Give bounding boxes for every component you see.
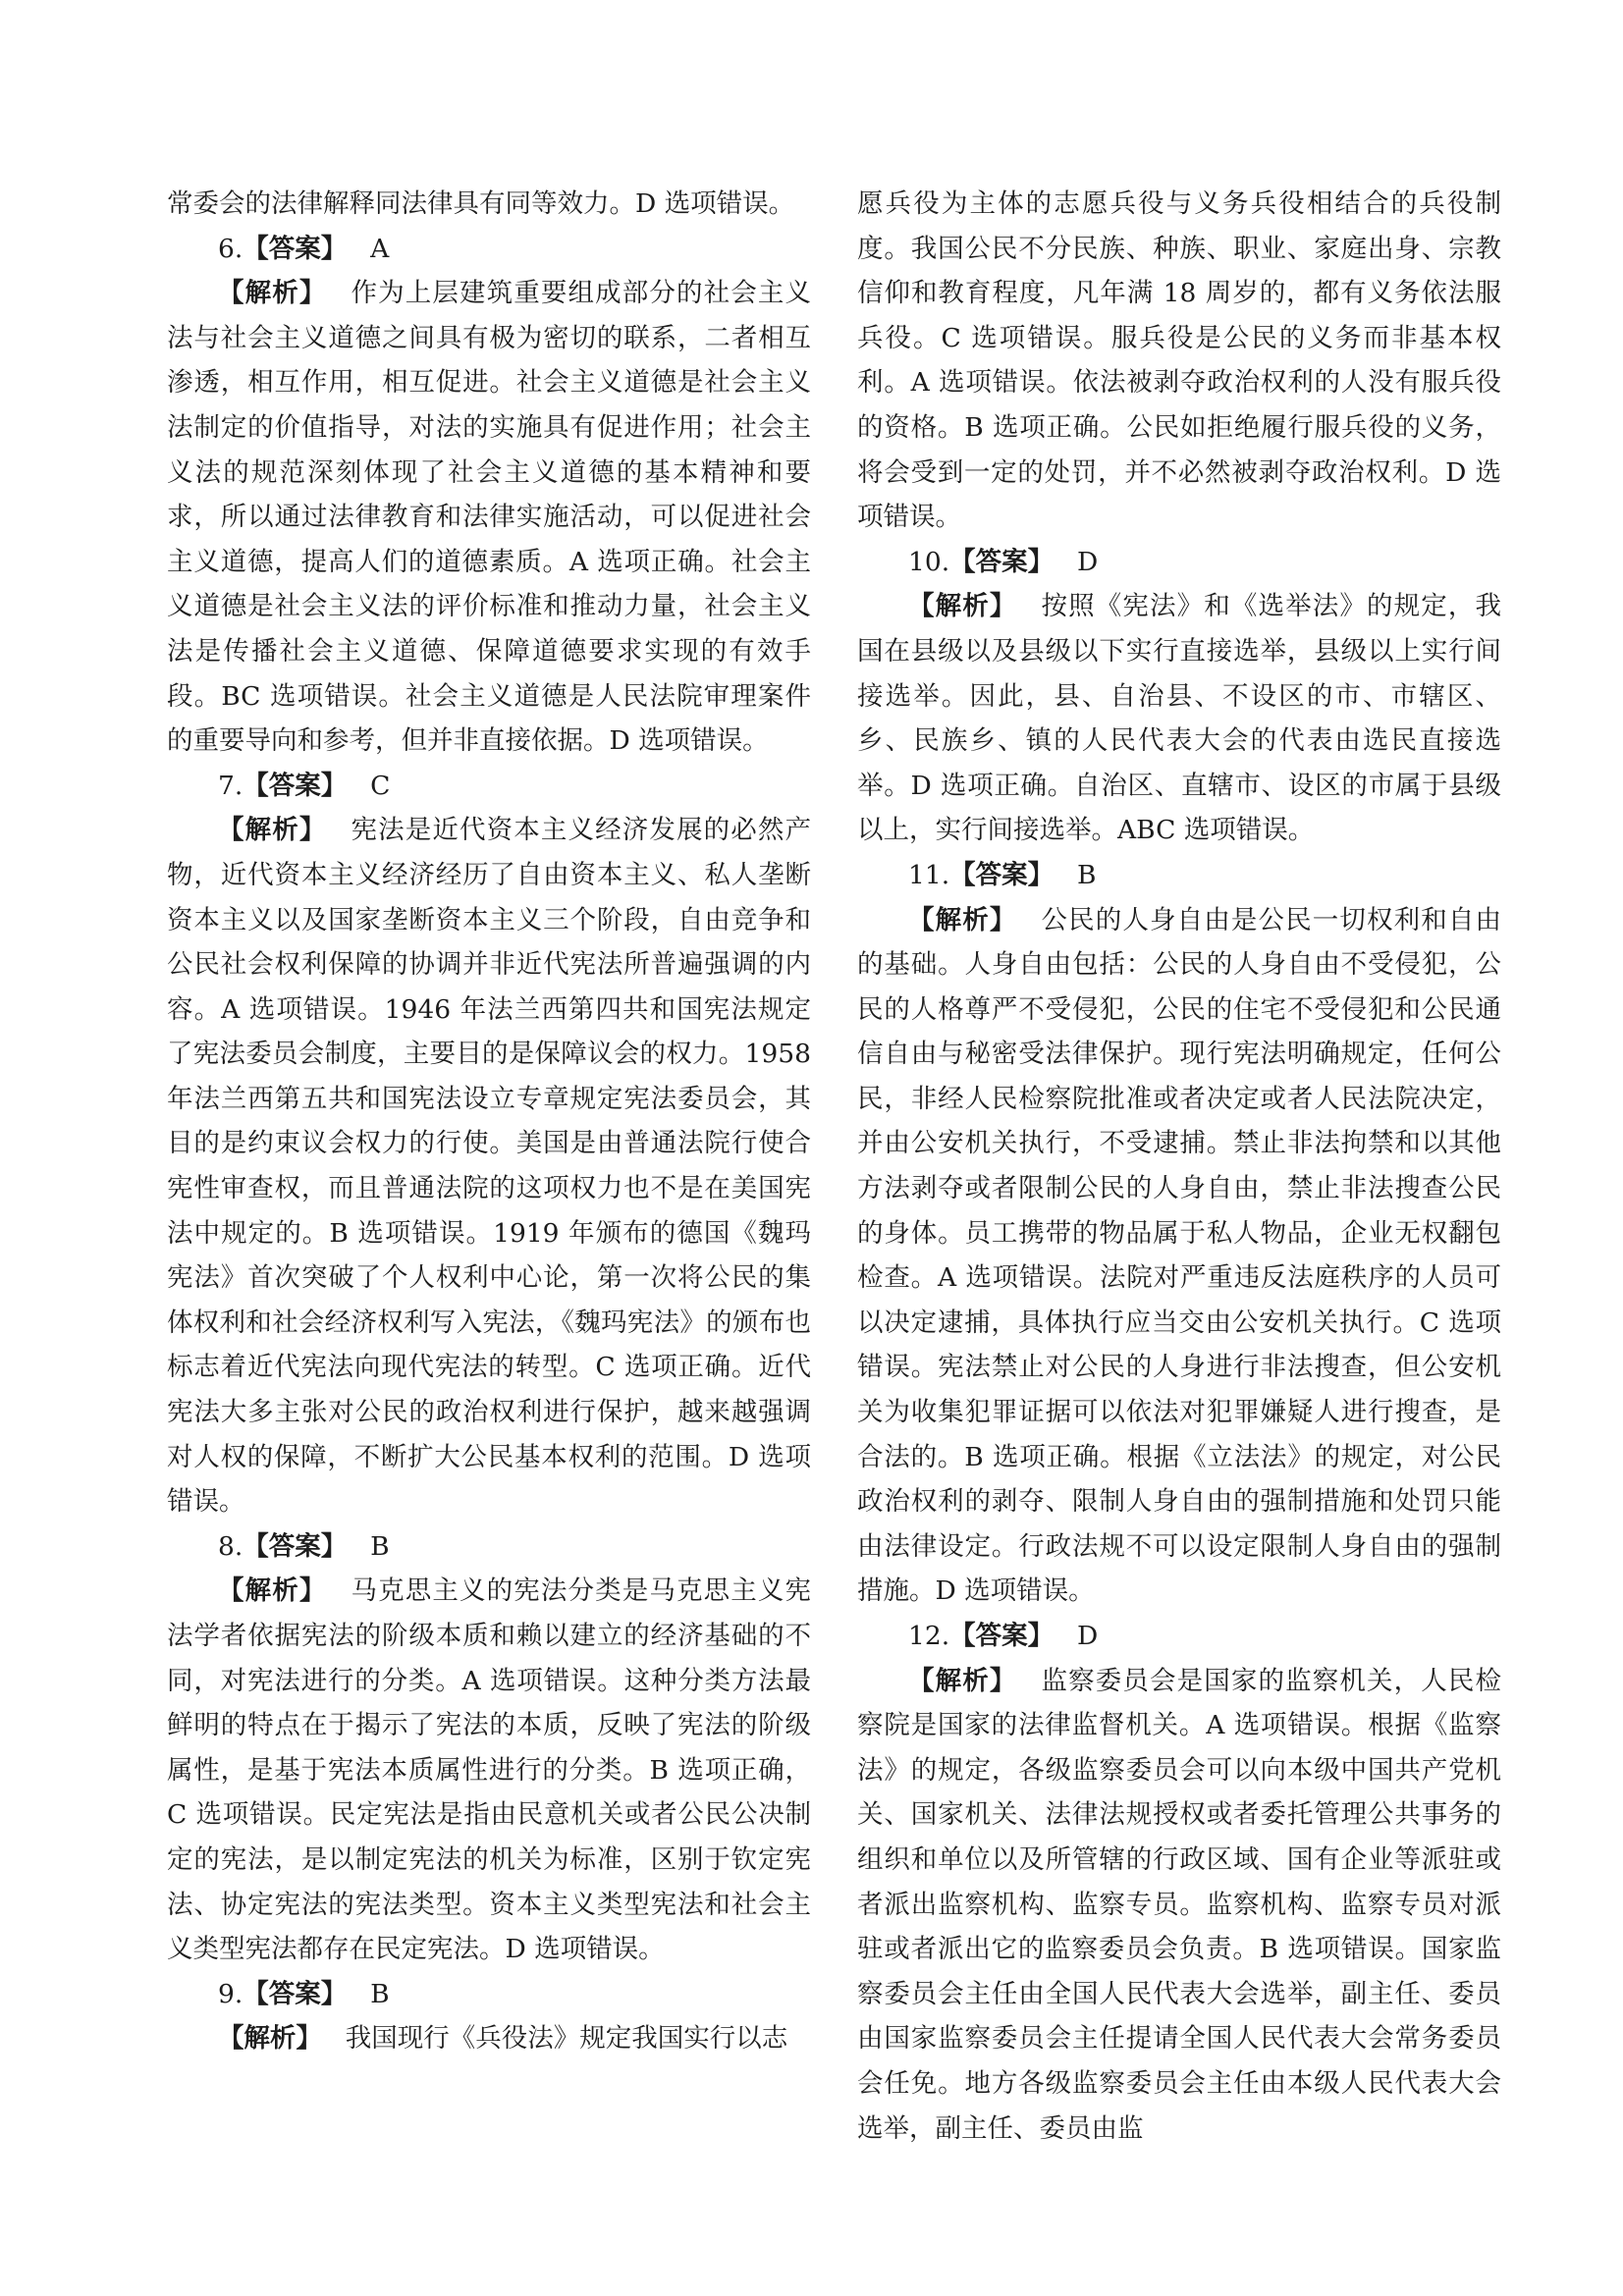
right-column [857, 182, 1501, 2151]
explanation-label: 【解析】 [217, 278, 327, 309]
answer-6 [167, 227, 811, 272]
question-number: 9. [218, 1978, 243, 2009]
explanation-label: 【解析】 [907, 591, 1017, 622]
answer-value: D [1077, 1621, 1099, 1651]
answer-10 [857, 540, 1501, 585]
answer-label: 【答案】 [949, 546, 1055, 577]
answer-9 [167, 1972, 811, 2017]
answer-label: 【答案】 [949, 859, 1055, 890]
explanation-label: 【解析】 [907, 904, 1017, 935]
answer-label: 【答案】 [949, 1621, 1055, 1651]
explanation-text: 我国现行《兵役法》规定我国实行以志 [345, 2023, 788, 2055]
explanation-text: 按照《宪法》和《选举法》的规定，我国在县级以及县级以下实行直接选举，县级以上实行间接选举。因此，县、自治县、不设区的市、市辖区、乡、民族乡、镇的人民代表大会的代表由选民直接选举。D 选项正确。自治区、直辖市、设区的市属于县级以上，实行间接选举。ABC 选项错误。 [857, 591, 1502, 846]
question-number: 6. [218, 233, 243, 264]
answer-8 [167, 1524, 811, 1570]
answer-12 [857, 1614, 1501, 1659]
left-column [167, 182, 811, 2061]
explanation-7 [167, 808, 811, 1524]
explanation-11 [857, 898, 1501, 1615]
paragraph-continued: 愿兵役为主体的志愿兵役与义务兵役相结合的兵役制度。我国公民不分民族、种族、职业、家庭出身、宗教信仰和教育程度，凡年满 18 周岁的，都有义务依法服兵役。C 选项错误。服兵役是公民的义务而非基本权利。A 选项错误。依法被剥夺政治权利的人没有服兵役的资格。B 选项正确。公民如拒绝履行服兵役的义务，将会受到一定的处罚，并不必然被剥夺政治权利。D 选项错误。 [857, 188, 1501, 533]
question-number: 10. [908, 546, 950, 577]
answer-value: B [370, 1978, 390, 2009]
answer-value: B [1077, 859, 1097, 890]
explanation-6 [167, 271, 811, 764]
question-number: 8. [218, 1530, 243, 1562]
explanation-label: 【解析】 [217, 2023, 322, 2055]
explanation-12 [857, 1659, 1501, 2152]
answer-value: D [1077, 546, 1099, 577]
explanation-text: 宪法是近代资本主义经济发展的必然产物，近代资本主义经济经历了自由资本主义、私人垄断资本主义以及国家垄断资本主义三个阶段，自由竞争和公民社会权利保障的协调并非近代宪法所普遍强调的内容。A 选项错误。1946 年法兰西第四共和国宪法规定了宪法委员会制度，主要目的是保障议会的权力。1958 年法兰西第五共和国宪法设立专章规定宪法委员会，其目的是约束议会权力的行使。美国是由普通法院行使合宪性审查权，而且普通法院的这项权力也不是在美国宪法中规定的。B 选项错误。1919 年颁布的德国《魏玛宪法》首次突破了个人权利中心论，第一次将公民的集体权利和社会经济权利写入宪法，《魏玛宪法》的颁布也标志着近代宪法向现代宪法的转型。C 选项正确。近代宪法大多主张对公民的政治权利进行保护，越来越强调对人权的保障，不断扩大公民基本权利的范围。D 选项错误。 [167, 815, 812, 1518]
answer-value: A [370, 233, 390, 264]
explanation-label: 【解析】 [217, 815, 327, 846]
explanation-label: 【解析】 [907, 1665, 1017, 1696]
explanation-text: 监察委员会是国家的监察机关，人民检察院是国家的法律监督机关。A 选项错误。根据《监察法》的规定，各级监察委员会可以向本级中国共产党机关、国家机关、法律法规授权或者委托管理公共事务的组织和单位以及所管辖的行政区域、国有企业等派驻或者派出监察机构、监察专员。监察机构、监察专员对派驻或者派出它的监察委员会负责。B 选项错误。国家监察委员会主任由全国人民代表大会选举，副主任、委员由国家监察委员会主任提请全国人民代表大会常务委员会任免。地方各级监察委员会主任由本级人民代表大会选举，副主任、委员由监 [857, 1665, 1502, 2144]
answer-7 [167, 764, 811, 809]
answer-value: B [370, 1530, 390, 1562]
explanation-10 [857, 584, 1501, 853]
explanation-label: 【解析】 [217, 1575, 327, 1607]
answer-value: C [370, 770, 391, 801]
explanation-8 [167, 1569, 811, 1971]
explanation-text: 作为上层建筑重要组成部分的社会主义法与社会主义道德之间具有极为密切的联系，二者相互渗透，相互作用，相互促进。社会主义道德是社会主义法制定的价值指导，对法的实施具有促进作用；社会主义法的规范深刻体现了社会主义道德的基本精神和要求，所以通过法律教育和法律实施活动，可以促进社会主义道德，提高人们的道德素质。A 选项正确。社会主义道德是社会主义法的评价标准和推动力量，社会主义法是传播社会主义道德、保障道德要求实现的有效手段。BC 选项错误。社会主义道德是人民法院审理案件的重要导向和参考，但并非直接依据。D 选项错误。 [167, 278, 812, 757]
explanation-text: 公民的人身自由是公民一切权利和自由的基础。人身自由包括：公民的人身自由不受侵犯，公民的人格尊严不受侵犯，公民的住宅不受侵犯和公民通信自由与秘密受法律保护。现行宪法明确规定，任何公民，非经人民检察院批准或者决定或者人民法院决定，并由公安机关执行，不受逮捕。禁止非法拘禁和以其他方法剥夺或者限制公民的人身自由，禁止非法搜查公民的身体。员工携带的物品属于私人物品，企业无权翻包检查。A 选项错误。法院对严重违反法庭秩序的人员可以决定逮捕，具体执行应当交由公安机关执行。C 选项错误。宪法禁止对公民的人身进行非法搜查，但公安机关为收集犯罪证据可以依法对犯罪嫌疑人进行搜查，是合法的。B 选项正确。根据《立法法》的规定，对公民政治权利的剥夺、限制人身自由的强制措施和处罚只能由法律设定。行政法规不可以设定限制人身自由的强制措施。D 选项错误。 [857, 904, 1502, 1607]
question-number: 7. [218, 770, 243, 801]
answer-label: 【答案】 [243, 1530, 348, 1562]
explanation-text: 马克思主义的宪法分类是马克思主义宪法学者依据宪法的阶级本质和赖以建立的经济基础的不同，对宪法进行的分类。A 选项错误。这种分类方法最鲜明的特点在于揭示了宪法的本质，反映了宪法的阶级属性，是基于宪法本质属性进行的分类。B 选项正确，C 选项错误。民定宪法是指由民意机关或者公民公决制定的宪法，是以制定宪法的机关为标准，区别于钦定宪法、协定宪法的宪法类型。资本主义类型宪法和社会主义类型宪法都存在民定宪法。D 选项错误。 [167, 1575, 812, 1965]
answer-11 [857, 853, 1501, 898]
question-number: 12. [908, 1621, 950, 1651]
answer-label: 【答案】 [243, 233, 348, 264]
answer-label: 【答案】 [243, 770, 348, 801]
question-number: 11. [908, 859, 950, 890]
answer-label: 【答案】 [243, 1978, 348, 2009]
paragraph-continued: 常委会的法律解释同法律具有同等效力。D 选项错误。 [167, 188, 795, 219]
explanation-9 [167, 2016, 811, 2061]
